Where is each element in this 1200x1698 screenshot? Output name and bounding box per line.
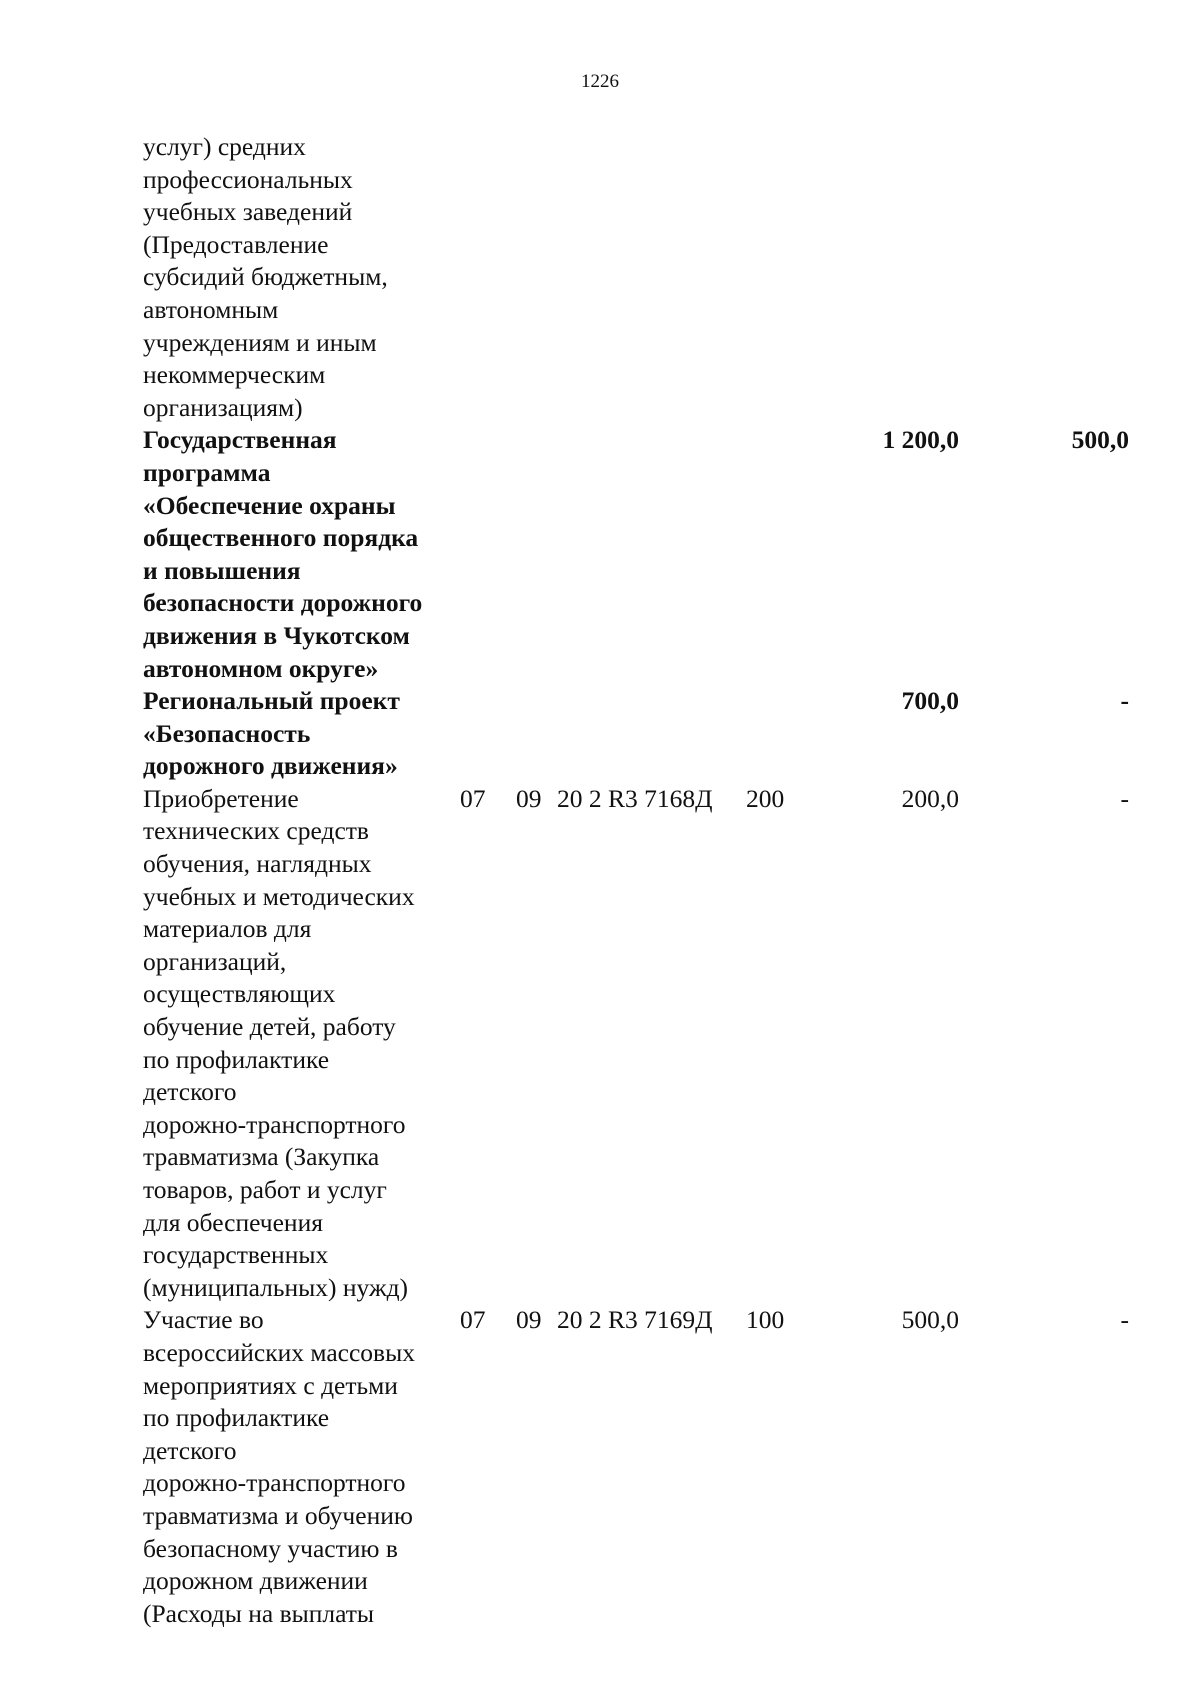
table-row — [0, 1402, 1200, 1435]
row-description: Государственная — [143, 425, 337, 455]
table-row — [0, 718, 1200, 751]
table-row — [0, 424, 1200, 457]
table-row — [0, 1044, 1200, 1077]
table-row — [0, 620, 1200, 653]
table-row — [0, 1565, 1200, 1598]
row-description: дорожном движении — [143, 1566, 368, 1596]
amount-year-2: - — [1120, 686, 1129, 716]
row-description: для обеспечения — [143, 1207, 323, 1237]
row-description: по профилактике — [143, 1044, 330, 1074]
table-row — [0, 196, 1200, 229]
table-row — [0, 587, 1200, 620]
table-row — [0, 555, 1200, 588]
table-row — [0, 1141, 1200, 1174]
row-description: и повышения — [143, 555, 301, 585]
row-description: всероссийских массовых — [143, 1337, 415, 1367]
row-description: «Обеспечение охраны — [143, 490, 396, 520]
row-description: обучение детей, работу — [143, 1012, 396, 1042]
row-description: общественного порядка — [143, 523, 419, 553]
row-description: Участие во — [143, 1305, 264, 1335]
row-description: государственных — [143, 1240, 329, 1270]
row-description: автономным — [143, 294, 279, 324]
row-description: учреждениям и иным — [143, 327, 377, 357]
row-description: технических средств — [143, 816, 369, 846]
row-description: профессиональных — [143, 164, 353, 194]
row-description: материалов для — [143, 914, 312, 944]
row-description: безопасному участию в — [143, 1533, 398, 1563]
row-description: дорожно-транспортного — [143, 1109, 406, 1139]
amount-year-1: 1 200,0 — [882, 425, 959, 455]
row-description: детского — [143, 1435, 237, 1465]
target-article-code: 20 2 R3 7169Д — [557, 1305, 713, 1335]
amount-year-1: 700,0 — [901, 686, 959, 716]
table-row — [0, 1337, 1200, 1370]
table-row — [0, 392, 1200, 425]
table-row — [0, 978, 1200, 1011]
table-row — [0, 848, 1200, 881]
row-description: движения в Чукотском — [143, 620, 410, 650]
amount-year-2: - — [1120, 1305, 1129, 1335]
row-description: мероприятиях с детьми — [143, 1370, 398, 1400]
table-row — [0, 1239, 1200, 1272]
amount-year-2: 500,0 — [1071, 425, 1129, 455]
expense-type-code: 100 — [746, 1305, 785, 1335]
row-description: Приобретение — [143, 783, 299, 813]
table-row — [0, 131, 1200, 164]
table-row — [0, 294, 1200, 327]
table-row — [0, 783, 1200, 816]
row-description: товаров, работ и услуг — [143, 1175, 387, 1204]
table-row — [0, 261, 1200, 294]
page-number: 1226 — [581, 71, 619, 92]
subsection-code: 09 — [516, 1305, 542, 1335]
table-row — [0, 1435, 1200, 1468]
row-description: учебных и методических — [143, 881, 415, 911]
row-description: по профилактике — [143, 1403, 330, 1433]
amount-year-2: - — [1120, 783, 1129, 813]
row-description: дорожно-транспортного — [143, 1468, 406, 1498]
table-row — [0, 229, 1200, 262]
row-description: безопасности дорожного — [143, 588, 423, 618]
row-description: «Безопасность — [143, 718, 311, 748]
table-row — [0, 1207, 1200, 1240]
row-description: обучения, наглядных — [143, 849, 372, 879]
table-row — [0, 327, 1200, 360]
subsection-code: 09 — [516, 783, 542, 813]
row-description: некоммерческим — [143, 360, 326, 390]
table-row — [0, 1598, 1200, 1631]
table-row — [0, 913, 1200, 946]
expense-type-code: 200 — [746, 783, 785, 813]
table-row — [0, 1370, 1200, 1403]
row-description: учебных заведений — [143, 197, 353, 227]
row-description: Региональный проект — [143, 686, 400, 716]
target-article-code: 20 2 R3 7168Д — [557, 783, 713, 813]
table-row — [0, 359, 1200, 392]
table-row — [0, 750, 1200, 783]
row-description: детского — [143, 1077, 237, 1107]
row-description: услуг) средних — [143, 132, 306, 161]
table-row — [0, 457, 1200, 490]
row-description: автономном округе» — [143, 653, 379, 683]
table-row — [0, 685, 1200, 718]
table-row — [0, 653, 1200, 686]
row-description: организаций, — [143, 946, 287, 976]
section-code: 07 — [460, 1305, 486, 1335]
amount-year-1: 500,0 — [901, 1305, 959, 1335]
table-row — [0, 881, 1200, 914]
table-row — [0, 1076, 1200, 1109]
table-row — [0, 1272, 1200, 1305]
table-row — [0, 1109, 1200, 1142]
table-row — [0, 946, 1200, 979]
table-row — [0, 815, 1200, 848]
amount-year-1: 200,0 — [901, 783, 959, 813]
budget-table — [0, 131, 1200, 1630]
row-description: осуществляющих — [143, 979, 336, 1009]
table-row — [0, 1533, 1200, 1566]
table-row — [0, 164, 1200, 197]
table-row — [0, 1500, 1200, 1533]
row-description: травматизма (Закупка — [143, 1142, 380, 1172]
row-description: дорожного движения» — [143, 751, 398, 781]
table-row — [0, 1304, 1200, 1337]
row-description: субсидий бюджетным, — [143, 262, 388, 292]
section-code: 07 — [460, 783, 486, 813]
table-row — [0, 1174, 1200, 1207]
row-description: (Предоставление — [143, 229, 329, 259]
row-description: организациям) — [143, 392, 303, 422]
table-row — [0, 522, 1200, 555]
row-description: программа — [143, 457, 271, 487]
table-row — [0, 1011, 1200, 1044]
table-row — [0, 1467, 1200, 1500]
row-description: (Расходы на выплаты — [143, 1598, 375, 1628]
row-description: травматизма и обучению — [143, 1500, 413, 1530]
row-description: (муниципальных) нужд) — [143, 1272, 409, 1302]
table-row — [0, 490, 1200, 523]
